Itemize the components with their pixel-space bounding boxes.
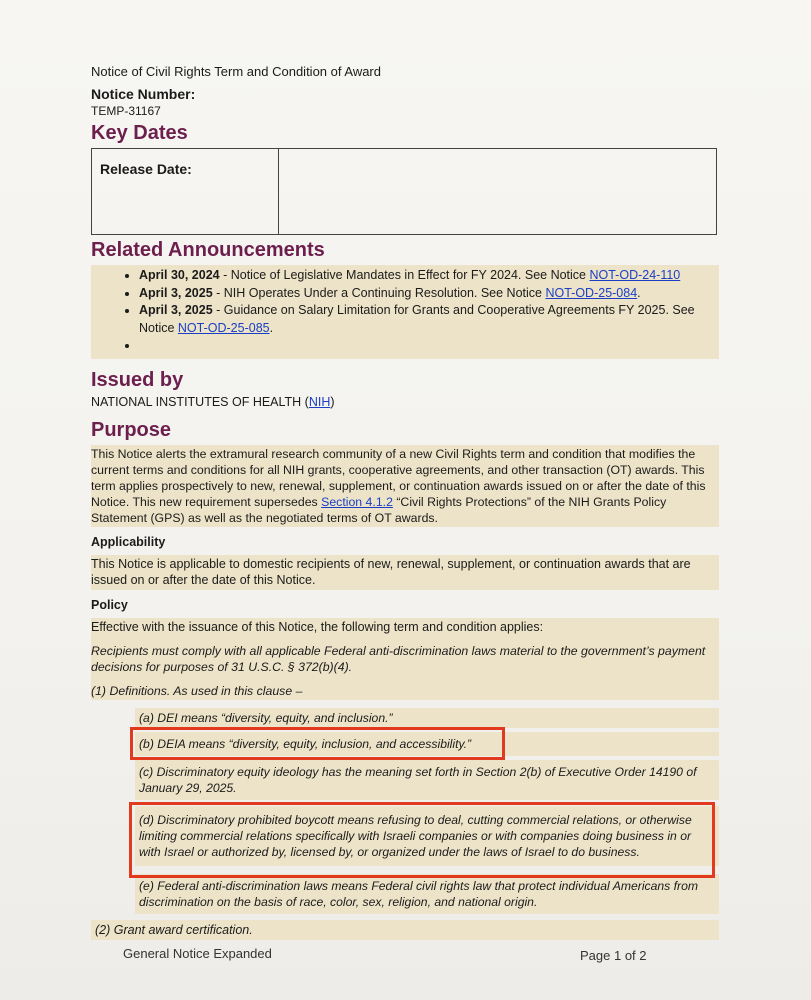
nih-link[interactable]: NIH	[308, 394, 331, 409]
grant-certification: (2) Grant award certification.	[91, 920, 719, 940]
purpose-heading: Purpose	[91, 418, 172, 441]
policy-block	[91, 618, 719, 700]
highlight-box-b	[130, 727, 505, 760]
notice-link-24-110[interactable]: NOT-OD-24-110	[589, 268, 681, 282]
related-announcements-list	[91, 265, 719, 359]
notice-link-25-084[interactable]: NOT-OD-25-084	[545, 285, 638, 300]
issuing-org: NATIONAL INSTITUTES OF HEALTH (NIH)	[91, 394, 335, 409]
purpose-paragraph: This Notice alerts the extramural research community of a new Civil Rights term and condition that modifies the current terms and conditions for all NIH grants, cooperative agreements, and other transaction (OT) awards. This term applies prospectively to new, renewal, supplement, or continuation awards issued on or after the date of this Notice. This new requirement supersedes Section 4.1.2 “Civil Rights Protections” of the NIH Grants Policy Statement (GPS) as well as the negotiated terms of OT awards.	[91, 445, 719, 527]
notice-number-label: Notice Number:	[91, 86, 196, 102]
footer-document-type: General Notice Expanded	[123, 946, 272, 961]
key-dates-table	[91, 148, 717, 235]
related-announcements-heading: Related Announcements	[91, 239, 325, 261]
highlight-box-d	[129, 802, 715, 878]
list-item: • April 3, 2025 - Guidance on Salary Limitation for Grants and Cooperative Agreements FY 2025. See Notice NOT-OD-25-085.	[139, 302, 707, 337]
definition-d: (d) Discriminatory prohibited boycott means refusing to deal, cutting commercial relations, or otherwise limiting commercial relations specifically with Israeli companies or with companies doing business in or with Israel or authorized by, licensed by, or organized under the laws of Israel to do business.	[135, 806, 719, 866]
page-number: Page 1 of 2	[580, 948, 647, 963]
list-item: • April 3, 2025 - NIH Operates Under a Continuing Resolution. See Notice NOT-OD-25-084.	[139, 285, 707, 303]
definition-a: (a) DEI means “diversity, equity, and inclusion.”	[135, 708, 719, 728]
list-item-empty	[139, 337, 707, 355]
issued-by-heading: Issued by	[91, 368, 184, 391]
document-content	[91, 64, 721, 940]
policy-text: Effective with the issuance of this Notice, the following term and condition applies:	[91, 619, 544, 634]
policy-heading: Policy	[91, 597, 128, 612]
key-dates-heading: Key Dates	[91, 122, 188, 144]
definition-e: (e) Federal anti-discrimination laws means Federal civil rights law that protect individual Americans from discrimination on the basis of race, color, sex, religion, and national origin.	[135, 874, 719, 914]
document-title: Notice of Civil Rights Term and Condition of Award	[91, 64, 381, 79]
list-item: • April 30, 2024 - Notice of Legislative Mandates in Effect for FY 2024. See Notice NOT-OD-24-110	[139, 267, 707, 285]
release-date-value	[279, 149, 717, 235]
notice-link-25-085[interactable]: NOT-OD-25-085	[177, 320, 270, 335]
notice-number: TEMP-31167	[91, 104, 161, 118]
definition-b: (b) DEIA means “diversity, equity, inclusion, and accessibility.”	[135, 732, 719, 756]
applicability-text: This Notice is applicable to domestic recipients of new, renewal, supplement, or continuation awards that are issued on or after the date of this Notice.	[91, 555, 719, 590]
definitions-list	[135, 708, 719, 914]
release-date-label: Release Date:	[92, 149, 279, 235]
definitions-intro: (1) Definitions. As used in this clause –	[91, 683, 303, 698]
policy-italic: Recipients must comply with all applicable Federal anti-discrimination laws material to the government’s payment decisions for purposes of 31 U.S.C. § 372(b)(4).	[91, 643, 706, 674]
applicability-heading: Applicability	[91, 534, 166, 549]
definition-c: (c) Discriminatory equity ideology has the meaning set forth in Section 2(b) of Executive Order 14190 of January 29, 2025.	[135, 760, 719, 800]
gps-section-link[interactable]: Section 4.1.2	[321, 494, 393, 509]
